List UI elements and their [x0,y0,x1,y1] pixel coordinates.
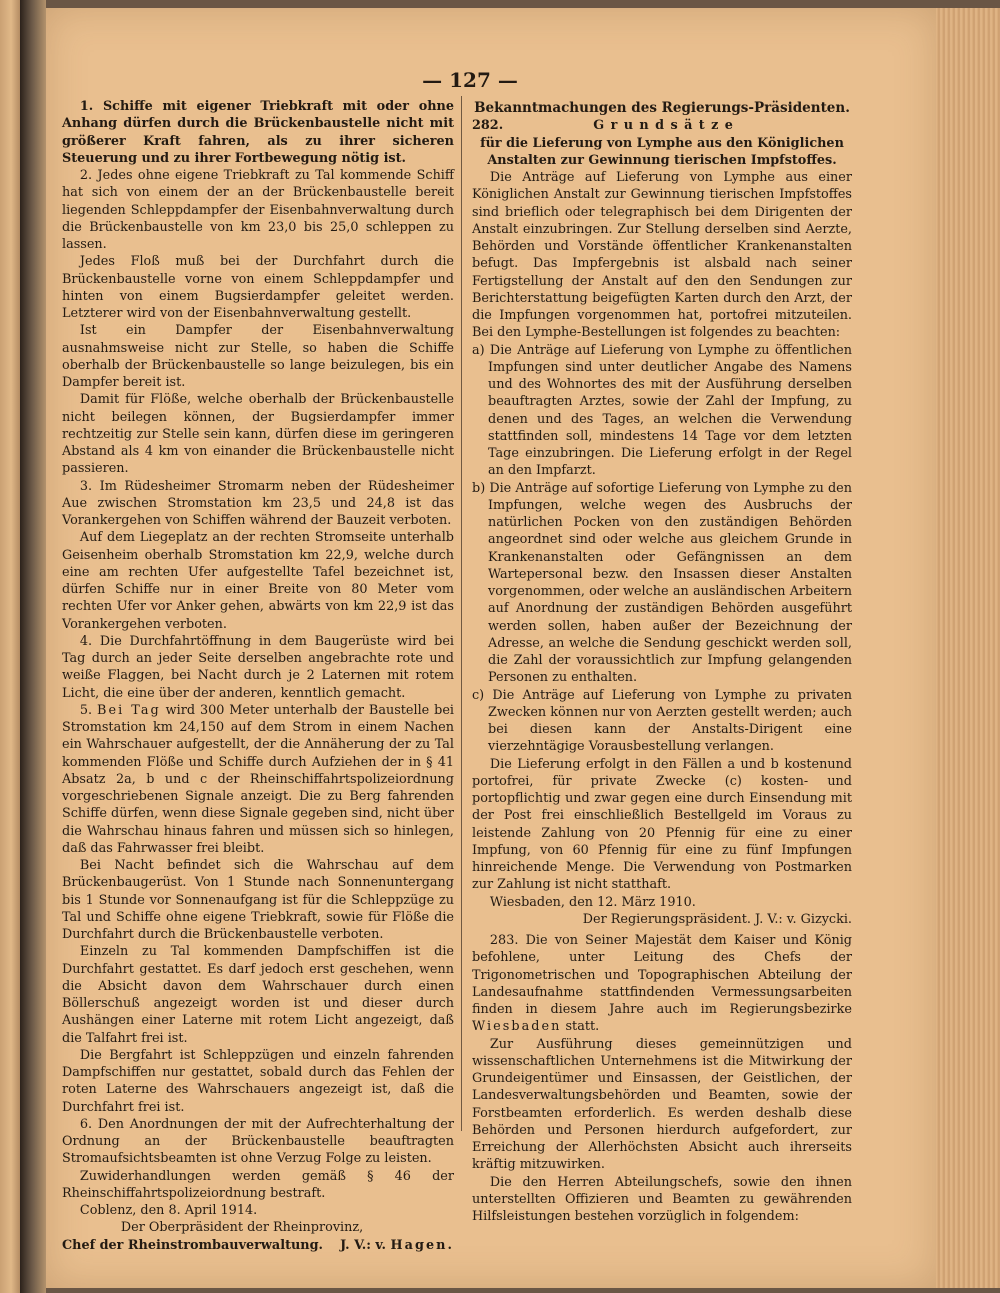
ann-282-item-b: b) Die Anträge auf sofortige Lieferung von Lymphe zu den Impfungen, welche wegen des Ausbruchs der natürlichen Pocken von den zuständigen Behörden angeordnet sind oder welche aus gleichem Grunde in Krankenanstalten oder Gefängnissen an dem Wartepersonal bezw. den Insassen dieser Anstalten vorgenommen, oder welche an ausländischen Arbeitern auf Anordnung der zuständigen Behörden ausgeführt werden sollen, haben außer der Bezeichnung der Adresse, an welche die Sendung geschickt werden soll, die Zahl der voraussichtlich zur Impfung gelangenden Personen zu enthalten. [472,480,852,686]
ann-282-title: Grundsätze [593,118,740,134]
official-sig-name: Hagen. [390,1237,454,1253]
paragraph-1: 1. Schiffe mit eigener Triebkraft mit oder ohne Anhang dürfen durch die Brückenbaustelle nicht mit größerer Kraft fahren, als zu ihrer sicheren Steuerung und zu ihrer Fortbewegung nötig ist. [62,99,454,166]
ann-283-p1-b: statt. [561,1019,600,1035]
ann-283-paragraph-3: Die den Herren Abteilungschefs, sowie den ihnen unterstellten Offizieren und Beamten zu gewährenden Hilfsleistungen bestehen vorzüglich in folgendem: [472,1174,852,1224]
section-title: Bekanntmachungen des Regierungs-Präsidenten. [474,100,850,116]
paragraph-11: Einzeln zu Tal kommenden Dampfschiffen ist die Durchfahrt gestattet. Es darf jedoch erst geschehen, wenn die Absicht davon dem Wahrschauer durch einen Böllerschuß angezeigt worden ist und dieser durch Aushängen einer Laterne mit rotem Licht angezeigt, daß die Talfahrt frei ist. [62,944,454,1046]
ann-282-signature: Der Regierungspräsident. J. V.: v. Gizycki. [582,911,852,927]
ann-282-place-date: Wiesbaden, den 12. März 1910. [489,894,696,910]
paragraph-10: Bei Nacht befindet sich die Wahrschau auf dem Brückenbaugerüst. Von 1 Stunde nach Sonnenuntergang bis 1 Stunde vor Sonnenaufgang ist für die Schleppzüge zu Tal und Schiffe ohne eigene Triebkraft, sowie für Flöße die Durchfahrt durch die Brückenbaustelle verboten. [62,858,454,942]
ann-283-paragraph-2: Zur Ausführung dieses gemeinnützigen und wissenschaftlichen Unternehmens ist die Mitwirkung der Grundeigentümer und Einsassen, der Geistlichen, der Landesverwaltungsbehörden und Beamten, sowie der Forstbeamten erforderlich. Es werden deshalb diese Behörden und Personen hierdurch aufgefordert, zur Erreichung der Allerhöchsten Absicht auch ihrerseits kräftig mitzuwirken. [472,1036,852,1173]
paragraph-5: Damit für Flöße, welche oberhalb der Brückenbaustelle nicht beilegen können, der Bugsierdampfer immer rechtzeitig zur Stelle sein kann, dürfen diese im geringeren Abstand als 4 km von einander die Brückenbaustelle nicht passieren. [62,392,454,477]
column-divider [461,96,462,1131]
official-signature-left [62,1237,454,1254]
paragraph-9-spaced: Bei Tag [97,702,161,718]
official-sig-block [340,1237,454,1254]
official-chef-title: Chef der Rheinstrombauverwaltung. [62,1237,324,1253]
right-column [472,98,852,1225]
ann-282-intro: Die Anträge auf Lieferung von Lymphe aus einer Königlichen Anstalt zur Gewinnung tierischen Impfstoffes sind brieflich oder telegraphisch bei dem Dirigenten der Anstalt einzubringen. Zur Stellung derselben sind Aerzte, Behörden und Vorstände öffentlicher Krankenanstalten befugt. Das Impfergebnis ist alsbald nach seiner Fertigstellung der Anstalt auf den den Sendungen zur Berichterstattung beigefügten Karten durch den Arzt, der die Impfungen vorgenommen hat, portofrei mitzuteilen. Bei den Lymphe-Bestellungen ist folgendes zu beachten: [472,170,852,341]
paragraph-9-lead: 5. [79,702,98,718]
ann-283-paragraph-1 [472,932,852,1036]
official-oberpraesident: Der Oberpräsident der Rheinprovinz, [120,1220,364,1236]
ann-282-delivery: Die Lieferung erfolgt in den Fällen a und b kostenund portofrei, für private Zwecke (c) kosten- und portopflichtig und zwar gegen eine durch Einsendung mit der Post frei einschließlich Bestellgeld im Voraus zu leistende Zahlung von 20 Pfennig für eine zu einer Impfung, von 60 Pfennig für eine zu fünf Impfungen hinreichende Menge. Die Verwendung von Postmarken zur Zahlung ist nicht statthaft. [472,756,852,893]
paragraph-4: Ist ein Dampfer der Eisenbahnverwaltung ausnahmsweise nicht zur Stelle, so haben die Schiffe oberhalb der Brückenbaustelle so lange beizulegen, bis ein Dampfer bereit ist. [62,323,454,390]
paragraph-3: Jedes Floß muß bei der Durchfahrt durch die Brückenbaustelle vorne von einem Schleppdampfer und hinten von einem Bugsierdampfer geleitet werden. Letzterer wird von der Eisenbahnverwaltung gestellt. [62,254,454,321]
ann-282-subtitle: für die Lieferung von Lymphe aus den Königlichen Anstalten zur Gewinnung tierischen Impfstoffes. [480,135,844,168]
ann-282-item-a: a) Die Anträge auf Lieferung von Lymphe zu öffentlichen Impfungen sind unter deutlicher Angabe des Namens und des Wohnortes des mit der Ausführung derselben beauftragten Arztes, sowie der Zahl der Impfung, zu denen und des Tages, an welchen die Verwendung stattfinden soll, mindestens 14 Tage vor dem letzten Tage einzubringen. Die Lieferung erfolgt in der Regel an den Impfarzt. [472,342,852,479]
page-number: — 127 — [422,68,518,92]
paragraph-7: Auf dem Liegeplatz an der rechten Stromseite unterhalb Geisenheim oberhalb Stromstation km 22,9, welche durch eine am rechten Ufer aufgestellte Tafel bezeichnet ist, dürfen Schiffe nur in einer Breite von 80 Meter vom rechten Ufer vor Anker gehen, abwärts von km 22,9 ist das Vorankergehen verboten. [62,530,454,632]
paragraph-9-rest: wird 300 Meter unterhalb der Baustelle bei Stromstation km 24,150 auf dem Strom in einem Nachen ein Wahrschauer aufgestellt, der die Annäherung der zu Tal kommenden Flöße und Schiffe durch Aufziehen der in § 41 Absatz 2a, b und c der Rheinschiffahrtspolizeiordnung vorgeschriebenen Signale anzeigt. Die zu Berg fahrenden Schiffe dürfen, wenn diese Signale gegeben sind, nicht über die Wahrschau hinaus fahren und müssen sich so hinlegen, daß das Fahrwasser frei bleibt. [62,702,455,856]
paragraph-9 [62,702,454,857]
paragraph-2: 2. Jedes ohne eigene Triebkraft zu Tal kommende Schiff hat sich von einem der an der Brückenbaustelle bereit liegenden Schleppdampfer der Eisenbahnverwaltung durch die Brückenbaustelle von km 23,0 bis 25,0 schleppen zu lassen. [62,168,454,252]
official-sig-prefix: J. V.: v. [340,1237,386,1253]
ann-282-item-c: c) Die Anträge auf Lieferung von Lymphe zu privaten Zwecken können nur von Aerzten gestellt werden; auch bei diesen kann der Anstalts-Dirigent eine vierzehntägige Vorausbestellung verlangen. [472,687,852,755]
paragraph-6: 3. Im Rüdesheimer Stromarm neben der Rüdesheimer Aue zwischen Stromstation km 23,5 und 24,8 ist das Vorankergehen von Schiffen während der Bauzeit verboten. [62,478,454,528]
ann-282-number: 282. [472,118,504,134]
paragraph-13: 6. Den Anordnungen der mit der Aufrechterhaltung der Ordnung an der Brückenbaustelle beauftragten Stromaufsichtsbeamten ist ohne Verzug Folge zu leisten. [62,1116,454,1167]
left-column [62,98,454,1254]
paragraph-14: Zuwiderhandlungen werden gemäß § 46 der Rheinschiffahrtspolizeiordnung bestraft. [62,1168,454,1201]
ann-283-p1-a: 283. Die von Seiner Majestät dem Kaiser und König befohlene, unter Leitung des Chefs der Trigonometrischen und Topographischen Abteilung der Landesaufnahme stattfindenden Vermessungsarbeiten finden in diesem Jahre auch im Regierungsbezirke [472,933,852,1017]
ann-283-p1-spaced: Wiesbaden [472,1019,562,1035]
ann-282-heading [472,117,852,134]
paragraph-8: 4. Die Durchfahrtöffnung in dem Baugerüste wird bei Tag durch an jeder Seite derselben angebrachte rote und weiße Flaggen, bei Nacht durch je 2 Laternen mit rotem Licht, die eine über der anderen, kenntlich gemacht. [62,633,454,701]
place-date-left: Coblenz, den 8. April 1914. [79,1203,258,1218]
paragraph-12: Die Bergfahrt ist Schleppzügen und einzeln fahrenden Dampfschiffen nur gestattet, sobald durch das Fehlen der roten Laterne des Wahrschauers angezeigt ist, daß die Durchfahrt frei ist. [62,1047,454,1115]
